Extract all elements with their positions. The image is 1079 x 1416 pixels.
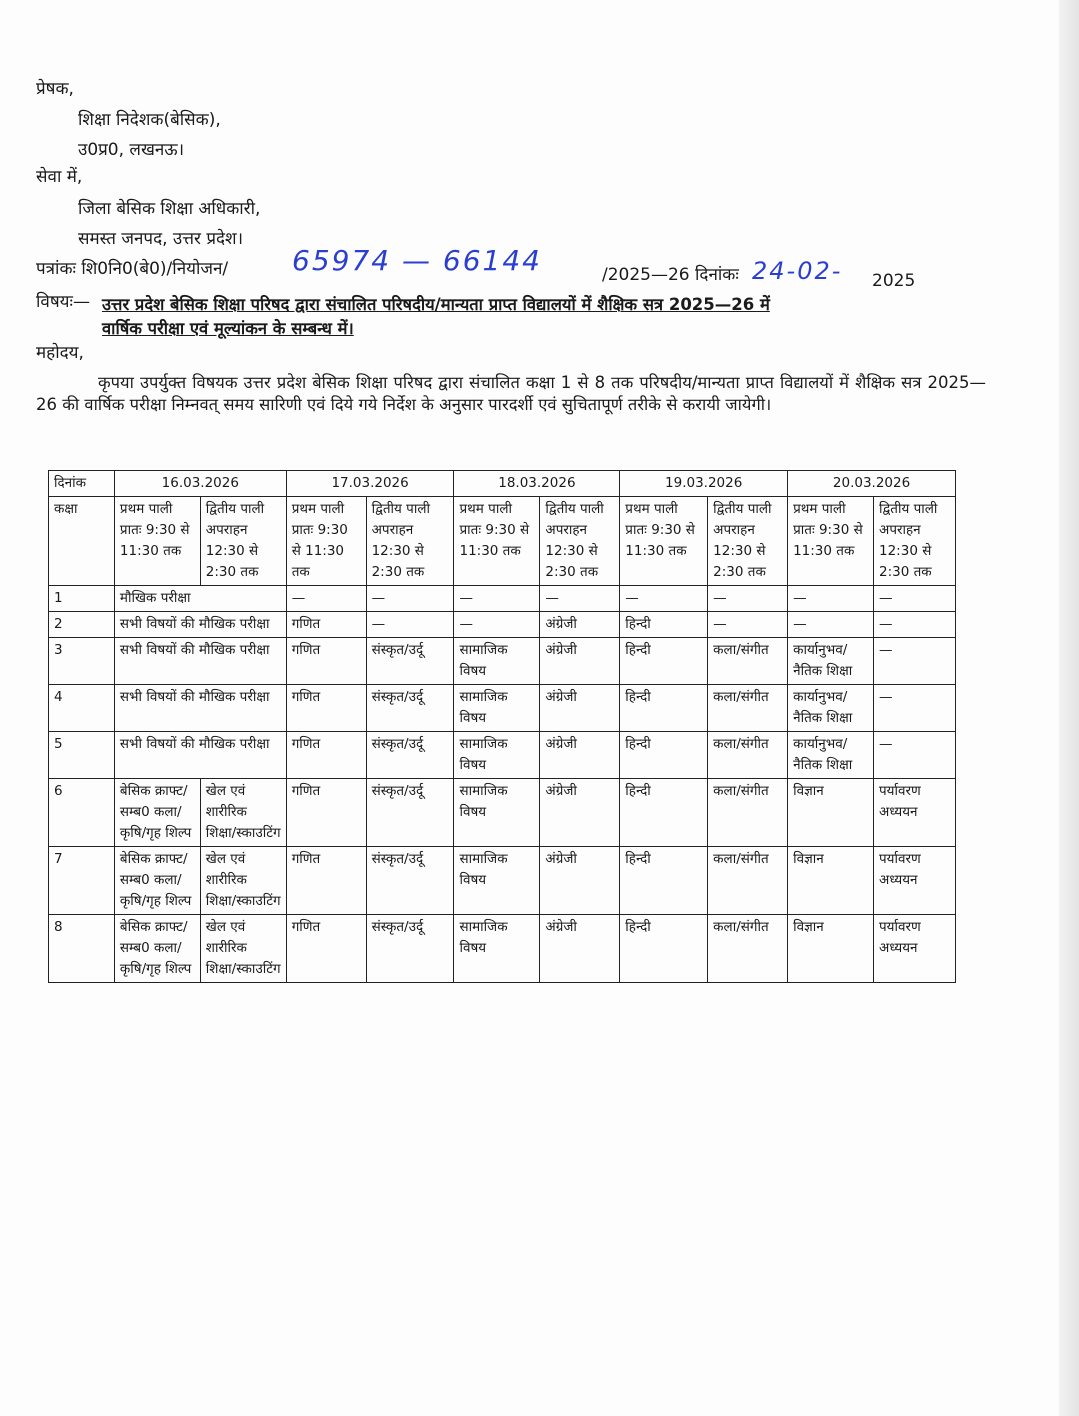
subject-cell: — <box>874 612 956 638</box>
class-header-cell: कक्षा <box>49 497 115 586</box>
date-cell: 19.03.2026 <box>620 471 788 497</box>
subject-cell: गणित <box>286 732 366 779</box>
class-number-cell: 2 <box>49 612 115 638</box>
subject-cell: अंग्रेजी <box>540 685 620 732</box>
subject-cell: गणित <box>286 612 366 638</box>
subject-cell: विज्ञान <box>788 779 874 847</box>
subject-cell: हिन्दी <box>620 612 708 638</box>
subject-cell: पर्यावरण अध्ययन <box>874 779 956 847</box>
subject-cell: अंग्रेजी <box>540 779 620 847</box>
subject-cell: सामाजिक विषय <box>454 685 540 732</box>
subject-cell: हिन्दी <box>620 779 708 847</box>
subject-cell: सामाजिक विषय <box>454 847 540 915</box>
subject-cell: कला/संगीत <box>708 779 788 847</box>
subject-cell: कला/संगीत <box>708 915 788 983</box>
subject-cell: गणित <box>286 685 366 732</box>
shift-1-cell: प्रथम पाली प्रातः 9:30 से 11:30 तक <box>114 497 200 586</box>
subject-cell: — <box>708 612 788 638</box>
subject-cell: पर्यावरण अध्ययन <box>874 915 956 983</box>
subject-cell: कार्यानुभव/नैतिक शिक्षा <box>788 685 874 732</box>
table-row <box>49 638 956 685</box>
subject-cell: — <box>366 586 454 612</box>
subject-cell: अंग्रेजी <box>540 732 620 779</box>
subject-cell: संस्कृत/उर्दू <box>366 638 454 685</box>
subject-line-2: वार्षिक परीक्षा एवं मूल्यांकन के सम्बन्ध में। <box>102 319 354 338</box>
shift-2-cell: द्वितीय पाली अपराहन 12:30 से 2:30 तक <box>200 497 286 586</box>
subject-cell: कार्यानुभव/नैतिक शिक्षा <box>788 638 874 685</box>
subject-cell: — <box>454 612 540 638</box>
sender-designation: शिक्षा निदेशक(बेसिक), <box>78 110 221 130</box>
subject-cell: हिन्दी <box>620 915 708 983</box>
subject-cell: कार्यानुभव/नैतिक शिक्षा <box>788 732 874 779</box>
date-handwritten: 24-02- <box>752 257 843 285</box>
shift-2-cell: द्वितीय पाली अपराहन 12:30 से 2:30 तक <box>540 497 620 586</box>
subject-line-1: उत्तर प्रदेश बेसिक शिक्षा परिषद द्वारा संचालित परिषदीय/मान्यता प्राप्त विद्यालयों में शैक्षिक सत्र 2025—26 में <box>102 295 770 314</box>
subject-text <box>102 293 942 341</box>
subject-cell: — <box>454 586 540 612</box>
salutation: महोदय, <box>36 343 84 363</box>
table-row <box>49 685 956 732</box>
subject-cell: सभी विषयों की मौखिक परीक्षा <box>114 638 286 685</box>
subject-cell: सामाजिक विषय <box>454 732 540 779</box>
subject-cell: — <box>874 732 956 779</box>
body-text: कृपया उपर्युक्त विषयक उत्तर प्रदेश बेसिक शिक्षा परिषद द्वारा संचालित कक्षा 1 से 8 तक परिषदीय/मान्यता प्राप्त विद्यालयों में शैक्षिक सत्र 2025—26 की वार्षिक परीक्षा निम्नवत् समय सारिणी एवं दिये गये निर्देश के अनुसार पारदर्शी एवं सुचितापूर्ण तरीके से करायी जायेगी। <box>36 373 986 414</box>
subject-cell: अंग्रेजी <box>540 612 620 638</box>
subject-cell: हिन्दी <box>620 847 708 915</box>
subject-cell: हिन्दी <box>620 638 708 685</box>
subject-cell: सामाजिक विषय <box>454 638 540 685</box>
subject-cell: सामाजिक विषय <box>454 779 540 847</box>
subject-cell: — <box>286 586 366 612</box>
class-number-cell: 8 <box>49 915 115 983</box>
subject-cell: संस्कृत/उर्दू <box>366 779 454 847</box>
class-number-cell: 7 <box>49 847 115 915</box>
class-number-cell: 6 <box>49 779 115 847</box>
subject-cell: — <box>708 586 788 612</box>
subject-cell: सभी विषयों की मौखिक परीक्षा <box>114 732 286 779</box>
subject-cell: कला/संगीत <box>708 847 788 915</box>
subject-cell: सामाजिक विषय <box>454 915 540 983</box>
table-header-shifts-row <box>49 497 956 586</box>
subject-cell: हिन्दी <box>620 685 708 732</box>
shift-1-cell: प्रथम पाली प्रातः 9:30 से 11:30 तक <box>620 497 708 586</box>
subject-cell: अंग्रेजी <box>540 847 620 915</box>
sender-location: उ0प्र0, लखनऊ। <box>78 140 185 160</box>
class-number-cell: 5 <box>49 732 115 779</box>
class-number-cell: 1 <box>49 586 115 612</box>
subject-cell: मौखिक परीक्षा <box>114 586 286 612</box>
subject-cell: कला/संगीत <box>708 685 788 732</box>
table-row <box>49 779 956 847</box>
subject-cell: बेसिक क्राफ्ट/सम्ब0 कला/कृषि/गृह शिल्प <box>114 779 200 847</box>
shift-1-cell: प्रथम पाली प्रातः 9:30 से 11:30 तक <box>788 497 874 586</box>
reference-prefix: पत्रांकः शि0नि0(बे0)/नियोजन/ <box>36 259 229 279</box>
date-cell: 20.03.2026 <box>788 471 956 497</box>
class-number-cell: 4 <box>49 685 115 732</box>
class-number-cell: 3 <box>49 638 115 685</box>
subject-cell: — <box>620 586 708 612</box>
date-cell: 17.03.2026 <box>286 471 454 497</box>
date-year: 2025 <box>872 271 916 291</box>
table-row <box>49 612 956 638</box>
page-edge-shadow <box>1059 0 1079 1416</box>
subject-cell: विज्ञान <box>788 915 874 983</box>
table-row <box>49 732 956 779</box>
subject-cell: पर्यावरण अध्ययन <box>874 847 956 915</box>
subject-cell: संस्कृत/उर्दू <box>366 915 454 983</box>
subject-cell: — <box>366 612 454 638</box>
subject-cell: खेल एवं शारीरिक शिक्षा/स्काउटिंग <box>200 779 286 847</box>
subject-cell: कला/संगीत <box>708 732 788 779</box>
shift-2-cell: द्वितीय पाली अपराहन 12:30 से 2:30 तक <box>366 497 454 586</box>
subject-cell: विज्ञान <box>788 847 874 915</box>
subject-cell: खेल एवं शारीरिक शिक्षा/स्काउटिंग <box>200 915 286 983</box>
subject-cell: सभी विषयों की मौखिक परीक्षा <box>114 685 286 732</box>
table-row <box>49 847 956 915</box>
sender-label: प्रेषक, <box>36 79 74 99</box>
table-header-dates-row <box>49 471 956 497</box>
subject-cell: — <box>874 685 956 732</box>
reference-suffix: /2025—26 दिनांकः <box>602 265 739 285</box>
recipient-designation: जिला बेसिक शिक्षा अधिकारी, <box>78 199 261 219</box>
subject-cell: गणित <box>286 638 366 685</box>
shift-2-cell: द्वितीय पाली अपराहन 12:30 से 2:30 तक <box>874 497 956 586</box>
body-paragraph <box>36 372 986 416</box>
subject-cell: बेसिक क्राफ्ट/सम्ब0 कला/कृषि/गृह शिल्प <box>114 847 200 915</box>
subject-label: विषयः— <box>36 292 90 312</box>
subject-cell: खेल एवं शारीरिक शिक्षा/स्काउटिंग <box>200 847 286 915</box>
reference-number-handwritten: 65974 — 66144 <box>292 244 542 277</box>
recipient-label: सेवा में, <box>36 167 83 187</box>
date-cell: 18.03.2026 <box>454 471 620 497</box>
subject-cell: अंग्रेजी <box>540 915 620 983</box>
shift-1-cell: प्रथम पाली प्रातः 9:30 से 11:30 तक <box>286 497 366 586</box>
subject-cell: कला/संगीत <box>708 638 788 685</box>
table-row <box>49 586 956 612</box>
subject-cell: बेसिक क्राफ्ट/सम्ब0 कला/कृषि/गृह शिल्प <box>114 915 200 983</box>
subject-cell: — <box>874 586 956 612</box>
subject-cell: हिन्दी <box>620 732 708 779</box>
subject-cell: अंग्रेजी <box>540 638 620 685</box>
subject-cell: — <box>540 586 620 612</box>
subject-cell: — <box>874 638 956 685</box>
subject-cell: सभी विषयों की मौखिक परीक्षा <box>114 612 286 638</box>
subject-cell: गणित <box>286 779 366 847</box>
date-header-cell: दिनांक <box>49 471 115 497</box>
subject-cell: संस्कृत/उर्दू <box>366 732 454 779</box>
recipient-location: समस्त जनपद, उत्तर प्रदेश। <box>78 229 244 249</box>
subject-cell: — <box>788 612 874 638</box>
table-row <box>49 915 956 983</box>
date-cell: 16.03.2026 <box>114 471 286 497</box>
shift-1-cell: प्रथम पाली प्रातः 9:30 से 11:30 तक <box>454 497 540 586</box>
subject-cell: गणित <box>286 915 366 983</box>
subject-cell: संस्कृत/उर्दू <box>366 685 454 732</box>
subject-cell: संस्कृत/उर्दू <box>366 847 454 915</box>
subject-cell: गणित <box>286 847 366 915</box>
shift-2-cell: द्वितीय पाली अपराहन 12:30 से 2:30 तक <box>708 497 788 586</box>
subject-cell: — <box>788 586 874 612</box>
exam-schedule-table <box>48 470 956 983</box>
